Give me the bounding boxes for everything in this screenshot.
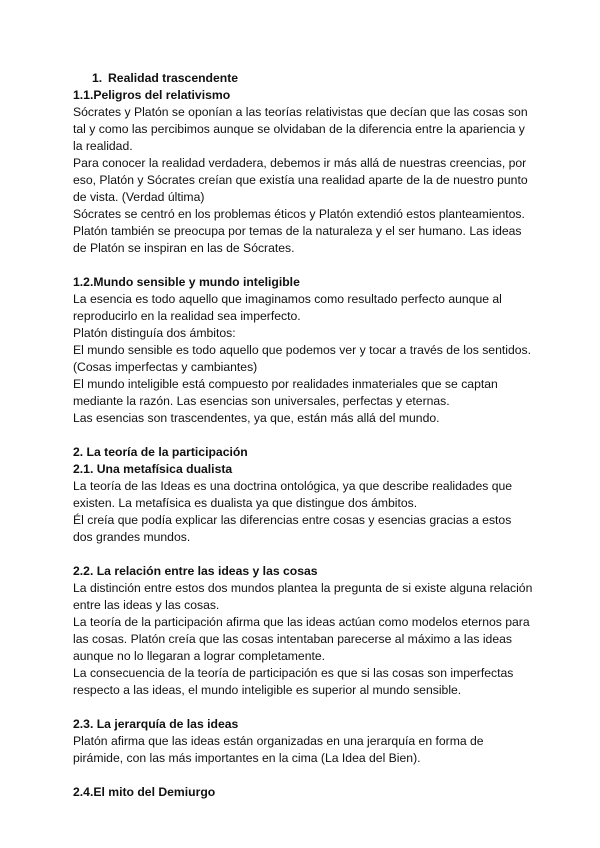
section-1-2-paragraph-3: El mundo sensible es todo aquello que podemos ver y tocar a través de los sentidos. (Cosas imperfectas y cambiantes) xyxy=(73,343,531,374)
spacer xyxy=(73,427,533,444)
document-content xyxy=(73,70,533,801)
section-1-2-heading: 1.2.Mundo sensible y mundo inteligible xyxy=(73,275,300,289)
spacer xyxy=(73,546,533,563)
spacer xyxy=(73,257,533,274)
section-2-2-paragraph-1: La distinción entre estos dos mundos plantea la pregunta de si existe alguna relación entre las ideas y las cosas. xyxy=(73,581,533,612)
section-2-1-heading: 2.1. Una metafísica dualista xyxy=(73,462,233,476)
section-2-4-heading: 2.4.El mito del Demiurgo xyxy=(73,785,216,799)
section-2-3-heading: 2.3. La jerarquía de las ideas xyxy=(73,717,239,731)
section-1-2-paragraph-1: La esencia es todo aquello que imaginamos como resultado perfecto aunque al reproducirlo en la realidad sea imperfecto. xyxy=(73,292,502,323)
section-1-1-paragraph-4: Platón también se preocupa por temas de la naturaleza y el ser humano. Las ideas de Platón se inspiran en las de Sócrates. xyxy=(73,224,522,255)
spacer xyxy=(73,699,533,716)
section-2-heading: 2. La teoría de la participación xyxy=(73,445,248,459)
section-1-2-paragraph-4: El mundo inteligible está compuesto por realidades inmateriales que se captan mediante la razón. Las esencias son universales, perfectas y eternas. xyxy=(73,377,498,408)
section-2-2-heading: 2.2. La relación entre las ideas y las cosas xyxy=(73,564,318,578)
section-2-1-paragraph-2: Él creía que podía explicar las diferencias entre cosas y esencias gracias a estos dos grandes mundos. xyxy=(73,513,512,544)
section-2-3-paragraph-1: Platón afirma que las ideas están organizadas en una jerarquía en forma de pirámide, con las más importantes en la cima (La Idea del Bien). xyxy=(73,734,484,765)
section-1-2-paragraph-2: Platón distinguía dos ámbitos: xyxy=(73,326,236,340)
title-text: Realidad trascendente xyxy=(108,71,239,85)
section-2-2-paragraph-2: La teoría de la participación afirma que las ideas actúan como modelos eternos para las cosas. Platón creía que las cosas intentaban parecerse al máximo a las ideas aunque no lo llegaran a lograr completamente. xyxy=(73,615,530,663)
section-1-1-paragraph-2: Para conocer la realidad verdadera, debemos ir más allá de nuestras creencias, por eso, Platón y Sócrates creían que existía una realidad aparte de la de nuestro punto de vista. (Verdad última) xyxy=(73,156,528,204)
spacer xyxy=(73,767,533,784)
section-1-2-paragraph-5: Las esencias son trascendentes, ya que, están más allá del mundo. xyxy=(73,411,440,425)
section-2-2-paragraph-3: La consecuencia de la teoría de participación es que si las cosas son imperfectas respecto a las ideas, el mundo inteligible es superior al mundo sensible. xyxy=(73,666,514,697)
section-2-1-paragraph-1: La teoría de las Ideas es una doctrina ontológica, ya que describe realidades que existen. La metafísica es dualista ya que distingue dos ámbitos. xyxy=(73,479,513,510)
title-number: 1. xyxy=(92,71,103,85)
section-1-1-heading: 1.1.Peligros del relativismo xyxy=(73,88,231,102)
section-1-1-paragraph-3: Sócrates se centró en los problemas éticos y Platón extendió estos planteamientos. xyxy=(73,207,525,221)
section-1-1-paragraph-1: Sócrates y Platón se oponían a las teorías relativistas que decían que las cosas son tal y como las percibimos aunque se olvidaban de la diferencia entre la apariencia y la realidad. xyxy=(73,105,528,153)
document-title xyxy=(73,70,533,87)
